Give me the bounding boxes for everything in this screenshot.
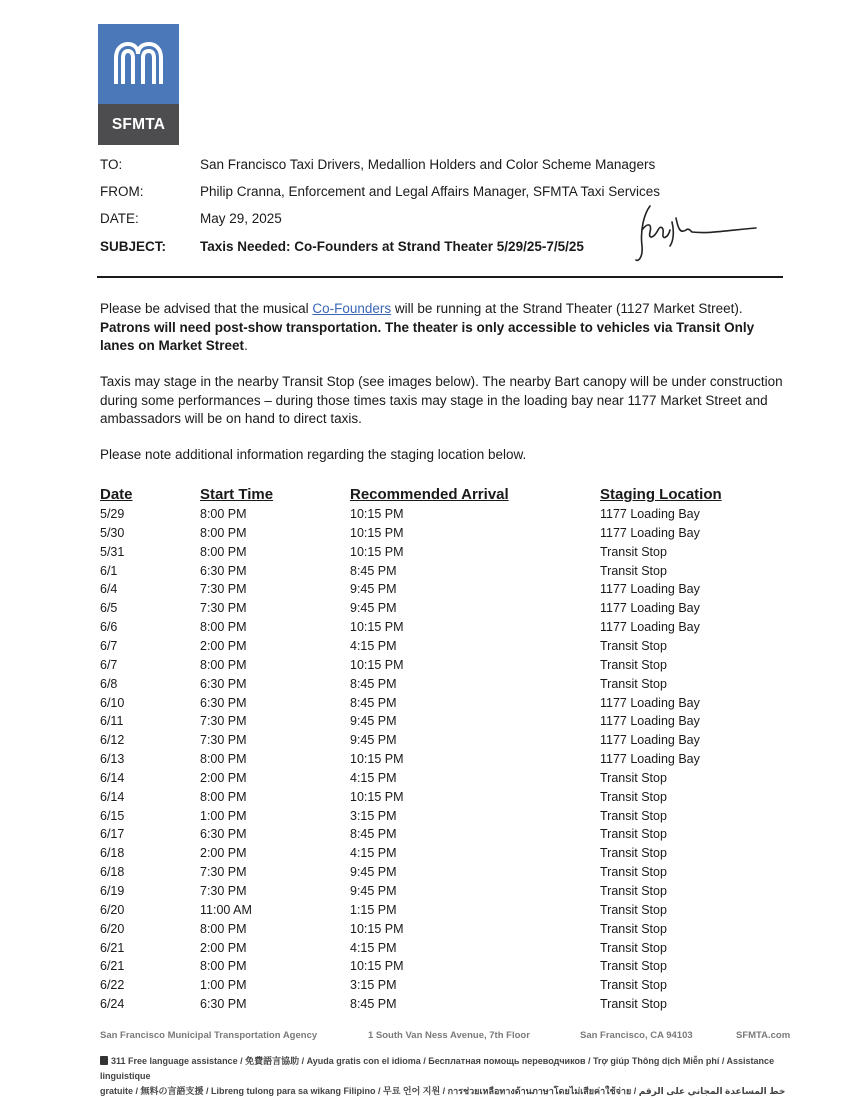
cell-staging-location: 1177 Loading Bay — [600, 620, 700, 635]
cell-recommended-arrival: 8:45 PM — [350, 563, 397, 578]
table-row — [100, 524, 790, 543]
footer-agency: San Francisco Municipal Transportation Agency — [100, 1030, 318, 1041]
cell-staging-location: Transit Stop — [600, 563, 667, 578]
table-row — [100, 844, 790, 863]
cell-date: 6/14 — [100, 770, 125, 785]
header-recommended-arrival: Recommended Arrival — [350, 486, 509, 503]
cell-recommended-arrival: 9:45 PM — [350, 601, 397, 616]
language-line-2: gratuite / 無料の言語支援 / Libreng tulong para sa wikang Filipino / 무료 언어 지원 / การช่วยเหลือทางด้านภาษาโดยไม่เสียค่าใช้จ่าย / خط المساعدة المجاني على الرقم — [100, 1086, 786, 1096]
cell-date: 6/1 — [100, 563, 118, 578]
cell-staging-location: Transit Stop — [600, 544, 667, 559]
cell-start-time: 1:00 PM — [200, 978, 247, 993]
cell-staging-location: Transit Stop — [600, 997, 667, 1012]
cell-date: 6/5 — [100, 601, 118, 616]
cell-date: 6/22 — [100, 978, 125, 993]
cell-recommended-arrival: 10:15 PM — [350, 921, 404, 936]
memo-subject-value: Taxis Needed: Co-Founders at Strand Theater 5/29/25-7/5/25 — [200, 239, 584, 254]
cell-recommended-arrival: 10:15 PM — [350, 959, 404, 974]
table-row — [100, 562, 790, 581]
cell-date: 5/31 — [100, 544, 125, 559]
muni-worm-icon — [112, 40, 165, 88]
cell-staging-location: Transit Stop — [600, 902, 667, 917]
cell-start-time: 8:00 PM — [200, 752, 247, 767]
table-row — [100, 543, 790, 562]
cell-recommended-arrival: 8:45 PM — [350, 997, 397, 1012]
cell-staging-location: Transit Stop — [600, 676, 667, 691]
cell-recommended-arrival: 9:45 PM — [350, 582, 397, 597]
cell-staging-location: Transit Stop — [600, 657, 667, 672]
cell-staging-location: 1177 Loading Bay — [600, 714, 700, 729]
table-row — [100, 580, 790, 599]
table-row — [100, 807, 790, 826]
cell-recommended-arrival: 10:15 PM — [350, 789, 404, 804]
phone-icon — [100, 1056, 108, 1065]
cell-start-time: 8:00 PM — [200, 657, 247, 672]
table-row — [100, 505, 790, 524]
header-staging-location: Staging Location — [600, 486, 722, 503]
cell-start-time: 7:30 PM — [200, 865, 247, 880]
cell-staging-location: Transit Stop — [600, 978, 667, 993]
language-line-1 — [100, 1054, 800, 1084]
cell-date: 6/12 — [100, 733, 125, 748]
cell-recommended-arrival: 8:45 PM — [350, 827, 397, 842]
cell-date: 6/21 — [100, 959, 125, 974]
cell-start-time: 8:00 PM — [200, 544, 247, 559]
table-row — [100, 712, 790, 731]
cell-date: 5/30 — [100, 525, 125, 540]
cell-recommended-arrival: 3:15 PM — [350, 978, 397, 993]
cell-start-time: 1:00 PM — [200, 808, 247, 823]
table-row — [100, 825, 790, 844]
cell-date: 6/24 — [100, 997, 125, 1012]
sfmta-logo — [98, 24, 179, 145]
memo-date-value: May 29, 2025 — [200, 211, 282, 226]
cell-start-time: 2:00 PM — [200, 846, 247, 861]
intro-bold-text: Patrons will need post-show transportation. The theater is only accessible to vehicles via Transit Only lanes on Market Street — [100, 319, 755, 353]
sfmta-logo-text: SFMTA — [98, 104, 179, 145]
cell-staging-location: 1177 Loading Bay — [600, 695, 700, 710]
language-line-1-text: 311 Free language assistance / 免費語言協助 / Ayuda gratis con el idioma / Бесплатная помощь переводчиков / Trợ giúp Thông dịch Miễn phí / Assistance linguistique — [100, 1056, 775, 1081]
table-row — [100, 863, 790, 882]
cell-staging-location: Transit Stop — [600, 808, 667, 823]
cell-staging-location: Transit Stop — [600, 921, 667, 936]
intro-text-end: . — [244, 338, 248, 353]
table-row — [100, 694, 790, 713]
cell-start-time: 6:30 PM — [200, 827, 247, 842]
memo-to-label: TO: — [100, 157, 123, 172]
cell-recommended-arrival: 4:15 PM — [350, 770, 397, 785]
table-row — [100, 656, 790, 675]
sfmta-logo-mark — [98, 24, 179, 104]
table-row — [100, 901, 790, 920]
table-row — [100, 675, 790, 694]
table-row — [100, 750, 790, 769]
cell-date: 6/6 — [100, 620, 118, 635]
memo-date-label: DATE: — [100, 211, 139, 226]
cell-date: 6/10 — [100, 695, 125, 710]
cell-recommended-arrival: 3:15 PM — [350, 808, 397, 823]
cell-recommended-arrival: 8:45 PM — [350, 676, 397, 691]
memo-from-label: FROM: — [100, 184, 144, 199]
cell-date: 6/8 — [100, 676, 118, 691]
cell-start-time: 8:00 PM — [200, 525, 247, 540]
cell-staging-location: Transit Stop — [600, 884, 667, 898]
cell-start-time: 11:00 AM — [200, 902, 252, 917]
cell-recommended-arrival: 10:15 PM — [350, 525, 404, 540]
cell-recommended-arrival: 9:45 PM — [350, 865, 397, 880]
table-row — [100, 637, 790, 656]
cell-staging-location: Transit Stop — [600, 827, 667, 842]
cell-start-time: 7:30 PM — [200, 733, 247, 748]
cell-recommended-arrival: 1:15 PM — [350, 902, 397, 917]
cell-staging-location: Transit Stop — [600, 865, 667, 880]
cell-start-time: 8:00 PM — [200, 789, 247, 804]
cell-recommended-arrival: 4:15 PM — [350, 846, 397, 861]
cell-start-time: 7:30 PM — [200, 884, 247, 898]
cell-start-time: 6:30 PM — [200, 997, 247, 1012]
cell-recommended-arrival: 4:15 PM — [350, 940, 397, 955]
header-divider — [97, 276, 783, 278]
table-row — [100, 788, 790, 807]
language-assistance — [100, 1054, 800, 1099]
staging-paragraph: Taxis may stage in the nearby Transit Stop (see images below). The nearby Bart canopy will be under construction during some performances – during those times taxis may stage in the loading bay near 1177 Market Street and ambassadors will be on hand to direct taxis. — [100, 374, 783, 426]
cell-start-time: 2:00 PM — [200, 770, 247, 785]
intro-text-b: will be running at the Strand Theater (1127 Market Street). — [391, 301, 743, 316]
cell-start-time: 2:00 PM — [200, 638, 247, 653]
cell-recommended-arrival: 10:15 PM — [350, 544, 404, 559]
footer-address: 1 South Van Ness Avenue, 7th Floor — [368, 1030, 530, 1041]
cell-staging-location: Transit Stop — [600, 770, 667, 785]
table-row — [100, 599, 790, 618]
cell-recommended-arrival: 10:15 PM — [350, 657, 404, 672]
cell-recommended-arrival: 10:15 PM — [350, 752, 404, 767]
cell-date: 6/20 — [100, 902, 125, 917]
cell-recommended-arrival: 10:15 PM — [350, 507, 404, 521]
header-date: Date — [100, 486, 133, 503]
intro-paragraph — [100, 300, 790, 356]
cell-date: 6/19 — [100, 884, 125, 898]
cell-staging-location: 1177 Loading Bay — [600, 601, 700, 616]
table-row — [100, 882, 790, 901]
cell-staging-location: 1177 Loading Bay — [600, 507, 700, 521]
cell-date: 6/15 — [100, 808, 125, 823]
footer-site: SFMTA.com — [736, 1030, 791, 1041]
memo-subject-label: SUBJECT: — [100, 239, 167, 254]
signature — [630, 200, 760, 266]
cell-staging-location: Transit Stop — [600, 638, 667, 653]
cell-staging-location: 1177 Loading Bay — [600, 582, 700, 597]
cell-start-time: 2:00 PM — [200, 940, 247, 955]
cell-date: 6/4 — [100, 582, 118, 597]
cell-date: 6/18 — [100, 846, 125, 861]
cell-recommended-arrival: 4:15 PM — [350, 638, 397, 653]
cell-staging-location: Transit Stop — [600, 959, 667, 974]
cell-recommended-arrival: 10:15 PM — [350, 620, 404, 635]
memo-to-value: San Francisco Taxi Drivers, Medallion Holders and Color Scheme Managers — [200, 157, 656, 172]
cell-start-time: 7:30 PM — [200, 582, 247, 597]
cell-start-time: 7:30 PM — [200, 601, 247, 616]
cell-date: 6/20 — [100, 921, 125, 936]
footer-city: San Francisco, CA 94103 — [580, 1030, 693, 1041]
co-founders-link[interactable]: Co-Founders — [312, 301, 392, 316]
cell-start-time: 7:30 PM — [200, 714, 247, 729]
table-row — [100, 995, 790, 1014]
cell-staging-location: Transit Stop — [600, 846, 667, 861]
cell-date: 6/18 — [100, 865, 125, 880]
cell-start-time: 6:30 PM — [200, 695, 247, 710]
intro-text-a: Please be advised that the musical — [100, 301, 313, 316]
cell-start-time: 8:00 PM — [200, 507, 247, 521]
table-row — [100, 957, 790, 976]
cell-date: 6/13 — [100, 752, 125, 767]
cell-date: 5/29 — [100, 507, 125, 521]
cell-date: 6/7 — [100, 638, 118, 653]
cell-date: 6/21 — [100, 940, 125, 955]
cell-start-time: 6:30 PM — [200, 563, 247, 578]
table-row — [100, 939, 790, 958]
cell-staging-location: 1177 Loading Bay — [600, 752, 700, 767]
table-row — [100, 920, 790, 939]
cell-date: 6/7 — [100, 657, 118, 672]
cell-start-time: 8:00 PM — [200, 959, 247, 974]
cell-start-time: 6:30 PM — [200, 676, 247, 691]
cell-start-time: 8:00 PM — [200, 620, 247, 635]
table-row — [100, 769, 790, 788]
table-row — [100, 731, 790, 750]
cell-start-time: 8:00 PM — [200, 921, 247, 936]
cell-date: 6/11 — [100, 714, 124, 729]
cell-staging-location: Transit Stop — [600, 789, 667, 804]
cell-date: 6/14 — [100, 789, 125, 804]
cell-recommended-arrival: 9:45 PM — [350, 733, 397, 748]
cell-staging-location: 1177 Loading Bay — [600, 525, 700, 540]
cell-staging-location: Transit Stop — [600, 940, 667, 955]
cell-recommended-arrival: 9:45 PM — [350, 714, 397, 729]
note-paragraph: Please note additional information regarding the staging location below. — [100, 447, 527, 462]
cell-recommended-arrival: 9:45 PM — [350, 884, 397, 898]
cell-recommended-arrival: 8:45 PM — [350, 695, 397, 710]
memo-from-value: Philip Cranna, Enforcement and Legal Affairs Manager, SFMTA Taxi Services — [200, 184, 660, 199]
header-start-time: Start Time — [200, 486, 274, 503]
table-row — [100, 618, 790, 637]
cell-date: 6/17 — [100, 827, 125, 842]
table-row — [100, 976, 790, 995]
cell-staging-location: 1177 Loading Bay — [600, 733, 700, 748]
